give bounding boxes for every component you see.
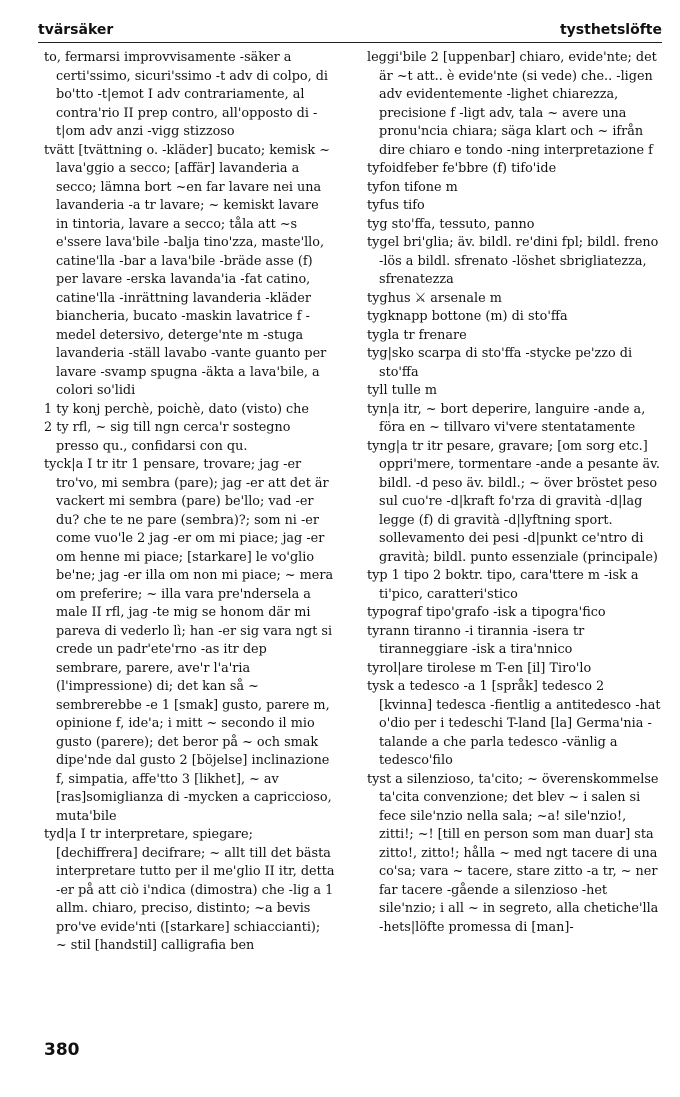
dictionary-entry: tyng|a tr itr pesare, gravare; [om sorg etc.] oppri'mere, tormentare -ande a pesante äv. bildl. -d peso äv. bildl.; ~ över bröstet peso sul cuo're -d|kraft fo'rza di gravità -d|lag legge (f) di gravità -d|lyftning sport. sollevamento dei pesi -d|punkt ce'ntro di gravità; bildl. punto essenziale (principale)	[367, 438, 660, 565]
dictionary-entry: tyfoidfeber fe'bbre (f) tifo'ide	[367, 161, 557, 176]
dictionary-entry: tygknapp bottone (m) di sto'ffa	[367, 309, 568, 324]
header-first-entry: tvärsäker	[38, 22, 114, 38]
dictionary-entry: typograf tipo'grafo -isk a tipogra'fico	[367, 605, 606, 620]
dictionary-entry: 1 ty konj perchè, poichè, dato (visto) che	[44, 401, 309, 417]
dictionary-entry: tyg|sko scarpa di sto'ffa -stycke pe'zzo di sto'ffa	[367, 346, 633, 380]
page-number: 380	[44, 1040, 80, 1060]
dictionary-entry: tyfon tifone m	[367, 179, 458, 195]
dictionary-entry: tyrann tiranno -i tirannia -isera tr tiranneggiare -isk a tira'nnico	[367, 623, 585, 657]
dictionary-entry: tyst a silenzioso, ta'cito; ~ överenskommelse ta'cita convenzione; det blev ~ i salen si fece sile'nzio nella sala; ~a! sile'nzio!, zitti!; ~! [till en person som man duar] sta zitto!, zitto!; hålla ~ med ngt tacere di una co'sa; vara ~ tacere, stare zitto -a tr, ~ ner far tacere -gående a silenzioso -het sile'nzio; i all ~ in segreto, alla chetiche'lla -hets|löfte promessa di [man]-	[367, 771, 659, 935]
dictionary-entry: tyn|a itr, ~ bort deperire, languire -ande a, föra en ~ tillvaro vi'vere stentatamente	[367, 401, 646, 435]
header-last-entry: tysthetslöfte	[559, 22, 662, 38]
dictionary-entry: to, fermarsi improvvisamente -säker a certi'ssimo, sicuri'ssimo -t adv di colpo, di bo'tto -t|emot I adv contrariamente, al contra'rio II prep contro, all'opposto di -t|om adv anzi -vigg stizzoso	[44, 50, 329, 139]
dictionary-entry: tyrol|are tirolese m T-en [il] Tiro'lo	[367, 660, 592, 676]
dictionary-entry: typ 1 tipo 2 boktr. tipo, cara'ttere m -isk a ti'pico, caratteri'stico	[367, 568, 639, 602]
dictionary-entry: tyghus ⚔ arsenale m	[367, 290, 502, 306]
dictionary-entry: tyd|a I tr interpretare, spiegare; [dechiffrera] decifrare; ~ allt till det bästa interpretare tutto per il me'glio II itr, detta -er på att ciò i'ndica (dimostra) che -lig a 1 allm. chiaro, preciso, distinto; ~a bevis pro've evide'nti ([starkare] schiaccianti); ~ stil [handstil] calligrafia ben	[44, 827, 335, 953]
page-header	[38, 10, 662, 36]
dictionary-entry: 2 ty rfl, ~ sig till ngn cerca'r sostegno presso qu., confidarsi con qu.	[44, 420, 291, 454]
dictionary-entry: tygla tr frenare	[367, 327, 467, 343]
dictionary-entry: tyck|a I tr itr 1 pensare, trovare; jag -er tro'vo, mi sembra (pare); jag -er att det är vackert mi sembra (pare) be'llo; vad -er du? che te ne pare (sembra)?; som ni -er come vuo'le 2 jag -er om mi piace; jag -er om henne mi piace; [starkare] le vo'glio be'ne; jag -er illa om non mi piace; ~ mera om preferire; ~ illa vara pre'ndersela a male II rfl, jag -te mig se honom där mi pareva di vederlo lì; han -er sig vara ngt si crede un padr'ete'rno -as itr dep sembrare, parere, ave'r l'a'ria (l'impressione) di; det kan så ~ sembrerebbe -e 1 [smak] gusto, parere m, opinione f, ide'a; i mitt ~ secondo il mio gusto (parere); det beror på ~ och smak dipe'nde dal gusto 2 [böjelse] inclinazione f, simpatia, affe'tto 3 [likhet], ~ av [ras]somiglianza di -mycken a capriccioso, muta'bile	[44, 457, 334, 824]
left-column	[44, 49, 335, 956]
header-rule	[38, 42, 662, 43]
dictionary-entry: tyfus tifo	[367, 198, 425, 213]
dictionary-entry: leggi'bile 2 [uppenbar] chiaro, evide'nte; det är ~t att.. è evide'nte (si vede) che.. -ligen adv evidentemente -lighet chiarezza, precisione f -ligt adv, tala ~ avere una pronu'ncia chiara; säga klart och ~ ifrån dire chiaro e tondo -ning interpretazione f	[367, 50, 657, 158]
right-column	[367, 49, 661, 937]
dictionary-entry: tyll tulle m	[367, 383, 437, 398]
dictionary-entry: tvätt [tvättning o. -kläder] bucato; kemisk ~ lava'ggio a secco; [affär] lavanderia a secco; lämna bort ~en far lavare nei una lavanderia -a tr lavare; ~ kemiskt lavare in tintoria, lavare a secco; tåla att ~s e'ssere lava'bile -balja tino'zza, maste'llo, catine'lla -bar a lava'bile -bräde asse (f) per lavare -erska lavanda'ia -fat catino, catine'lla -inrättning lavanderia -kläder biancheria, bucato -maskin lavatrice f -medel detersivo, deterge'nte m -stuga lavanderia -ställ lavabo -vante guanto per lavare -svamp spugna -äkta a lava'bile, a colori so'lidi	[44, 142, 330, 398]
dictionary-entry: tygel bri'glia; äv. bildl. re'dini fpl; bildl. freno -lös a bildl. sfrenato -löshet sbrigliatezza, sfrenatezza	[367, 235, 659, 287]
dictionary-entry: tyg sto'ffa, tessuto, panno	[367, 216, 535, 232]
dictionary-entry: tysk a tedesco -a 1 [språk] tedesco 2 [kvinna] tedesca -fientlig a antitedesco -hat o'dio per i tedeschi T-land [la] Germa'nia -talande a che parla tedesco -vänlig a tedesco'filo	[367, 679, 661, 768]
